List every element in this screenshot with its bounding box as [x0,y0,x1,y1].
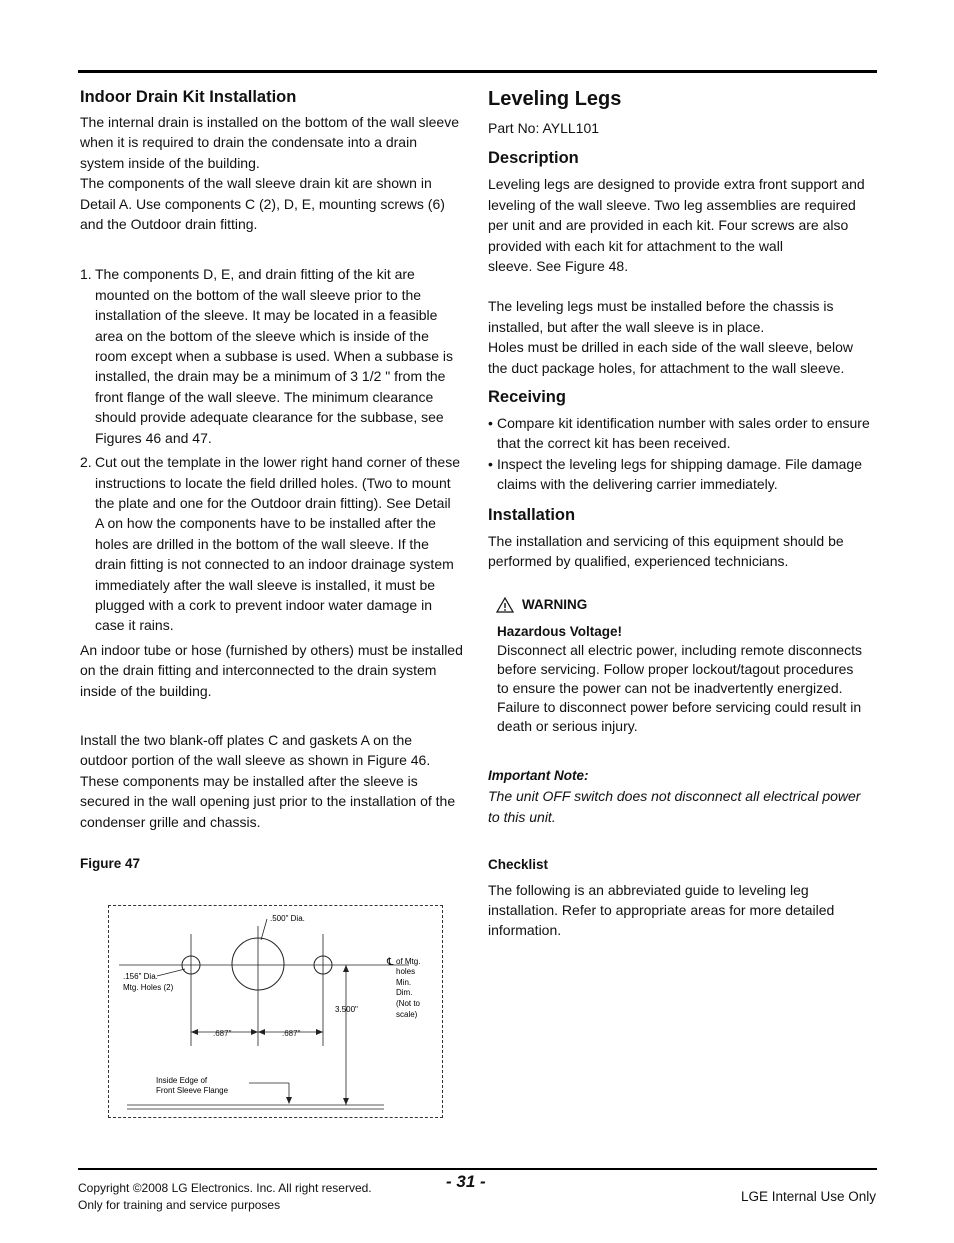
drain-template-drawing [109,906,442,1117]
cl-note-line: Dim. [396,988,413,997]
dia-500-label: .500" Dia. [270,914,305,923]
bullet-mark: • [488,415,493,432]
left-column [80,86,472,874]
warning-triangle-icon [496,597,514,613]
figure-47-label: Figure 47 [80,856,141,871]
right-column [488,86,880,941]
receiving-item-text: Inspect the leveling legs for shipping damage. File damage claims with the delivering carrier immediately. [497,455,862,493]
warning-label: WARNING [522,596,588,612]
training-text: Only for training and service purposes [78,1198,281,1212]
dia-156-leader [157,969,185,976]
top-rule [78,70,877,73]
drain-intro-text: The internal drain is installed on the bottom of the wall sleeve when it is required to drain the condensate into a drain system inside of the building. The components of the wall sleeve drain kit are shown in Detail A. Use components C (2), D, E, mounting screws (6) and the Outdoor drain fitting. [80,114,459,233]
internal-use-text: LGE Internal Use Only [740,1189,876,1204]
step-text: Cut out the template in the lower right hand corner of these instructions to locate the field drilled holes. (Two to mount the plate and one for the Outdoor drain fitting). See Detail A on how the components have to be installed after the holes are drilled in the bottom of the wall sleeve. If the drain fitting is not connected to an indoor drainage system immediately after the wall sleeve is installed, it must be plugged with a cork to prevent indoor water damage in case it rains. [95,454,460,634]
hazard-title: Hazardous Voltage! [497,623,623,639]
important-note-text: The unit OFF switch does not disconnect all electrical power to this unit. [488,788,861,825]
edge-label-line2: Front Sleeve Flange [156,1086,229,1095]
part-number: Part No: AYLL101 [488,120,600,136]
footer-left [78,1180,372,1214]
dim-arrow [343,965,349,972]
hazard-text: Disconnect all electric power, including remote disconnects before servicing. Follow proper lockout/tagout procedures to ensure the power can not be inadvertently energized. Failure to disconnect power before servicing could result in death or serious injury. [497,641,862,734]
dia-156-label-line1: .156" Dia. [123,972,158,981]
cl-note-line: of Mtg. [396,957,421,966]
cl-note-line: scale) [396,1010,418,1019]
dia-156-label-line2: Mtg. Holes (2) [123,983,174,992]
list-item [488,413,880,454]
dim-arrow [258,1029,265,1035]
leveling-install-text: The leveling legs must be installed before the chassis is installed, but after the wall sleeve is in place. Holes must be drilled in each side of the wall sleeve, below the duct package holes, for attachment to the wall sleeve. [488,298,853,376]
installation-text: The installation and servicing of this equipment should be performed by qualified, experienced technicians. [488,532,844,570]
cl-note-line: Min. [396,978,412,987]
dia-500-leader [261,919,267,940]
checklist-heading: Checklist [488,857,549,873]
drain-steps-list [80,264,472,635]
dim-687-a-label: .687" [213,1029,232,1038]
receiving-list [488,413,880,495]
receiving-item-text: Compare kit identification number with sales order to ensure that the correct kit has been received. [497,415,870,452]
list-item [488,454,880,495]
checklist-text: The following is an abbreviated guide to leveling leg installation. Refer to appropriate areas for more detailed information. [488,881,835,939]
dim-arrow [316,1029,323,1035]
blank-off-text: Install the two blank-off plates C and gaskets A on the outdoor portion of the wall sleeve as shown in Figure 46. These components may be installed after the sleeve is secured in the wall opening just prior to the installation of the condenser grille and chassis. [80,731,456,830]
important-note-title: Important Note: [488,767,589,783]
dim-arrow [286,1097,292,1104]
warning-header [496,595,880,615]
cl-note-line: (Not to [396,999,421,1008]
receiving-heading: Receiving [488,388,566,407]
copyright-text: Copyright ©2008 LG Electronics. Inc. All right reserved. [78,1181,372,1195]
step-number: 1. [80,266,92,283]
dim-arrow [251,1029,258,1035]
dim-arrow [191,1029,198,1035]
warning-box [497,622,880,736]
figure-47-diagram [108,905,443,1118]
step-item [80,264,472,448]
edge-label-line1: Inside Edge of [156,1076,208,1085]
step-number: 2. [80,454,92,471]
dim-687-b-label: .687" [282,1029,301,1038]
indoor-tube-text: An indoor tube or hose (furnished by others) must be installed on the drain fitting and interconnected to the drain system inside of the building. [80,641,463,699]
description-heading: Description [488,149,579,168]
dim-arrow [343,1098,349,1105]
bullet-mark: • [488,455,493,472]
page-number: - 31 - [446,1172,486,1191]
step-item [80,452,472,636]
cl-note-line: holes [396,967,416,976]
description-text: Leveling legs are designed to provide extra front support and leveling of the wall sleeve. Two leg assemblies are required per unit and are provided in each kit. Four screws are also provided with each kit for attachment to the wall sleeve. See Figure 48. [488,176,865,275]
leveling-legs-title: Leveling Legs [488,88,622,110]
step-text: The components D, E, and drain fitting of the kit are mounted on the bottom of the wall sleeve prior to the installation of the sleeve. It may be located in a feasible area on the bottom of the sleeve which is inside of the room except when a subbase is used. When a subbase is installed, the drain may be a minimum of 3 1/2 " from the front flange of the wall sleeve. The minimum clearance should provide adequate clearance for the subbase, see Figures 46 and 47. [95,266,453,446]
bottom-rule [78,1168,877,1170]
drain-kit-heading: Indoor Drain Kit Installation [80,88,297,106]
installation-heading: Installation [488,505,576,524]
centerline-symbol: ℄ [387,957,394,968]
dim-3500-label: 3.500" [335,1005,358,1014]
